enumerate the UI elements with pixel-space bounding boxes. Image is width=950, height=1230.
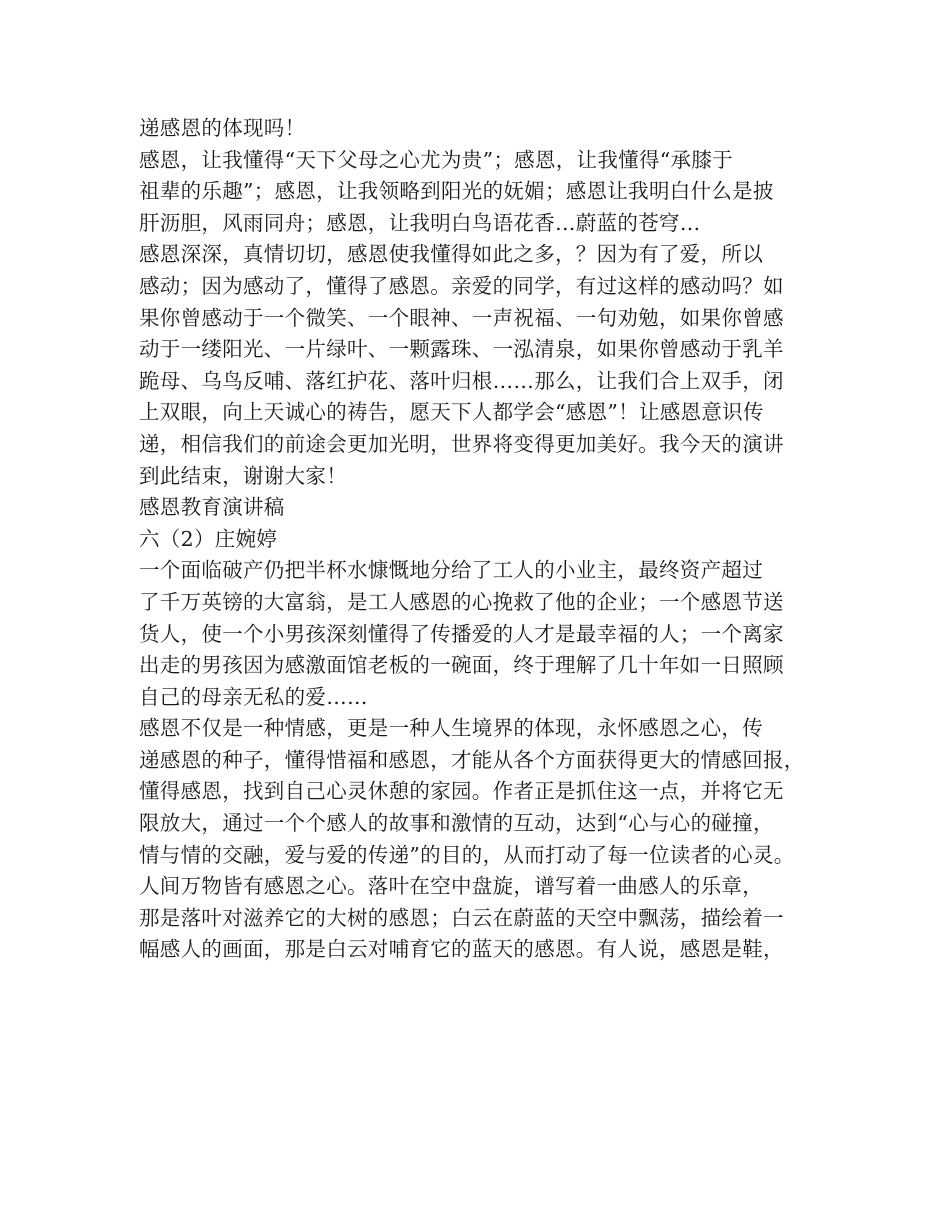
text-line: 自己的母亲无私的爱…… — [139, 684, 368, 709]
text-line: 递，相信我们的前途会更加光明，世界将变得更加美好。我今天的演讲 — [139, 431, 784, 456]
author-line: 六（2）庄婉婷 — [139, 526, 278, 551]
text-line: 了千万英镑的大富翁，是工人感恩的心挽救了他的企业；一个感恩节送 — [139, 589, 784, 614]
text-line: 出走的男孩因为感激面馆老板的一碗面，终于理解了几十年如一日照顾 — [139, 653, 784, 678]
text-line: 跪母、乌鸟反哺、落红护花、落叶归根……那么，让我们合上双手，闭 — [139, 368, 784, 393]
document-body — [139, 113, 829, 966]
text-line: 一个面临破产仍把半杯水慷慨地分给了工人的小业主，最终资产超过 — [139, 558, 763, 583]
text-line: 懂得感恩，找到自己心灵休憩的家园。作者正是抓住这一点，并将它无 — [139, 779, 784, 804]
text-line: 递感恩的种子，懂得惜福和感恩，才能从各个方面获得更大的情感回报， — [139, 747, 805, 772]
text-line: 幅感人的画面，那是白云对哺育它的蓝天的感恩。有人说，感恩是鞋， — [139, 937, 784, 962]
text-line: 货人，使一个小男孩深刻懂得了传播爱的人才是最幸福的人；一个离家 — [139, 621, 784, 646]
text-line: 递感恩的体现吗！ — [139, 116, 306, 140]
text-line: 肝沥胆，风雨同舟；感恩，让我明白鸟语花香…蔚蓝的苍穹… — [139, 210, 701, 235]
text-line: 那是落叶对滋养它的大树的感恩；白云在蔚蓝的天空中飘荡，描绘着一 — [139, 905, 784, 930]
text-line: 感恩深深，真情切切，感恩使我懂得如此之多，？因为有了爱，所以 — [139, 242, 763, 267]
text-line: 感恩不仅是一种情感，更是一种人生境界的体现，永怀感恩之心，传 — [139, 716, 763, 741]
text-line: 感恩，让我懂得“天下父母之心尤为贵”；感恩，让我懂得“承膝于 — [139, 147, 733, 172]
section-title: 感恩教育演讲稿 — [139, 495, 285, 520]
text-line: 祖辈的乐趣”；感恩，让我领略到阳光的妩媚；感恩让我明白什么是披 — [139, 179, 774, 204]
text-line: 上双眼，向上天诚心的祷告，愿天下人都学会“感恩”！让感恩意识传 — [139, 400, 764, 425]
text-line: 果你曾感动于一个微笑、一个眼神、一声祝福、一句劝勉，如果你曾感 — [139, 305, 784, 330]
text-line: 到此结束，谢谢大家！ — [139, 463, 347, 488]
text-line: 人间万物皆有感恩之心。落叶在空中盘旋，谱写着一曲感人的乐章， — [139, 874, 763, 899]
text-line: 动于一缕阳光、一片绿叶、一颗露珠、一泓清泉，如果你曾感动于乳羊 — [139, 337, 784, 362]
text-line: 感动；因为感动了，懂得了感恩。亲爱的同学，有过这样的感动吗？如 — [139, 273, 784, 298]
text-line: 限放大，通过一个个感人的故事和激情的互动，达到“心与心的碰撞， — [139, 811, 774, 836]
text-line: 情与情的交融，爱与爱的传递”的目的，从而打动了每一位读者的心灵。 — [139, 842, 795, 867]
